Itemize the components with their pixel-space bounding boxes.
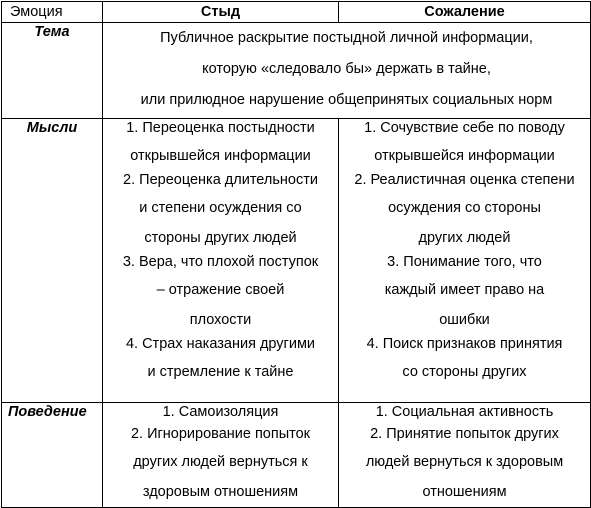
list-item (103, 425, 338, 507)
theme-label: Тема (2, 23, 103, 119)
list-item (103, 403, 338, 421)
list-item-line: ошибки (439, 312, 490, 328)
list-item-line: 2. Игнорирование попыток (130, 426, 311, 442)
header-shame: Стыд (103, 2, 339, 23)
thoughts-shame-cell (103, 119, 339, 403)
list-item-line: других людей (418, 230, 511, 246)
theme-row (2, 23, 591, 119)
behaviour-shame-list (103, 403, 338, 507)
list-item-line: и степени осуждения со (139, 200, 302, 216)
list-item (339, 335, 590, 387)
theme-text (103, 23, 591, 119)
list-item (103, 253, 338, 335)
list-item (339, 403, 590, 421)
list-item (339, 253, 590, 335)
header-row (2, 2, 591, 23)
list-item-line: 2. Принятие попыток других (370, 426, 559, 442)
list-item-line: открывшейся информации (374, 148, 555, 164)
list-item-line: здоровым отношениям (142, 484, 299, 500)
behaviour-regret-list (339, 403, 590, 507)
list-item-line: 3. Вера, что плохой поступок (122, 254, 319, 270)
list-item-line: осуждения со стороны (388, 200, 541, 216)
theme-line-1: Публичное раскрытие постыдной личной информации, (160, 30, 533, 46)
list-item-line: стороны других людей (144, 230, 297, 246)
thoughts-shame-list (103, 119, 338, 387)
thoughts-label: Мысли (2, 119, 103, 403)
list-item-line: отношениям (422, 484, 507, 500)
list-item-line: людей вернуться к здоровым (365, 454, 564, 470)
list-item-line: 1. Социальная активность (375, 404, 554, 420)
header-regret: Сожаление (339, 2, 591, 23)
thoughts-regret-cell (339, 119, 591, 403)
behaviour-shame-cell (103, 403, 339, 508)
theme-line-3: или прилюдное нарушение общепринятых социальных норм (140, 92, 553, 108)
list-item-line: 3. Понимание того, что (387, 254, 542, 270)
behaviour-label: Поведение (2, 403, 103, 508)
list-item (339, 171, 590, 253)
list-item (339, 119, 590, 171)
list-item-line: 1. Самоизоляция (162, 404, 279, 420)
list-item-line: со стороны других (402, 364, 527, 380)
list-item (103, 119, 338, 171)
list-item-line: 4. Страх наказания другими (125, 336, 316, 352)
behaviour-row (2, 403, 591, 508)
list-item-line: 2. Реалистичная оценка степени (354, 172, 575, 188)
list-item (103, 171, 338, 253)
list-item-line: каждый имеет право на (384, 282, 545, 298)
list-item-line: открывшейся информации (130, 148, 311, 164)
list-item-line: 2. Переоценка длительности (123, 172, 318, 188)
list-item-line: плохости (189, 312, 252, 328)
list-item (339, 425, 590, 507)
list-item-line: 4. Поиск признаков принятия (366, 336, 563, 352)
thoughts-regret-list (339, 119, 590, 387)
header-emotion: Эмоция (2, 2, 103, 23)
list-item (103, 335, 338, 387)
list-item-line: 1. Переоценка постыдности (126, 120, 315, 136)
list-item-line: – отражение своей (156, 282, 285, 298)
list-item-line: 1. Сочувствие себе по поводу (364, 120, 565, 136)
list-item-line: и стремление к тайне (147, 364, 294, 380)
emotion-comparison-table (1, 1, 591, 508)
behaviour-regret-cell (339, 403, 591, 508)
list-item-line: других людей вернуться к (133, 454, 308, 470)
theme-line-2: которую «следовало бы» держать в тайне, (202, 61, 491, 77)
thoughts-row (2, 119, 591, 403)
